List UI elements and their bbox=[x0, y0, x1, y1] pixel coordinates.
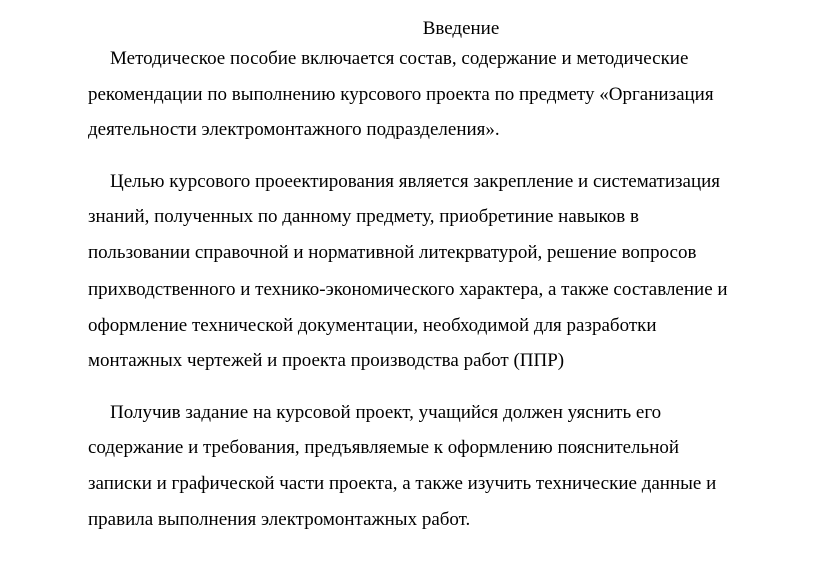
paragraph-line: знаний, полученных по данному предмету, приобретиние навыков в bbox=[88, 206, 639, 227]
paragraph-line: Целью курсового проеектирования является закрепление и систематизация bbox=[110, 171, 721, 192]
paragraph-line: монтажных чертежей и проекта производства работ (ППР) bbox=[88, 350, 565, 371]
paragraph-line: пользовании справочной и нормативной литекрватурой, решение вопросов bbox=[88, 242, 697, 263]
paragraph-line: правила выполнения электромонтажных работ. bbox=[88, 509, 471, 530]
paragraph-line: записки и графической части проекта, а также изучить технические данные и bbox=[88, 473, 717, 494]
paragraph-line: Получив задание на курсовой проект, учащийся должен уяснить его bbox=[110, 402, 662, 423]
paragraph-line: деятельности электромонтажного подразделения». bbox=[88, 119, 500, 140]
paragraph-line: оформление технической документации, необходимой для разработки bbox=[88, 315, 657, 336]
paragraph-line: Методическое пособие включается состав, содержание и методические bbox=[110, 48, 689, 69]
page-title: Введение bbox=[422, 18, 500, 39]
paragraph-line: рекомендации по выполнению курсового проекта по предмету «Организация bbox=[88, 84, 714, 105]
paragraph-line: прихводственного и технико-экономического характера, а также составление и bbox=[88, 279, 728, 300]
paragraph-line: содержание и требования, предъявляемые к оформлению пояснительной bbox=[88, 437, 680, 458]
